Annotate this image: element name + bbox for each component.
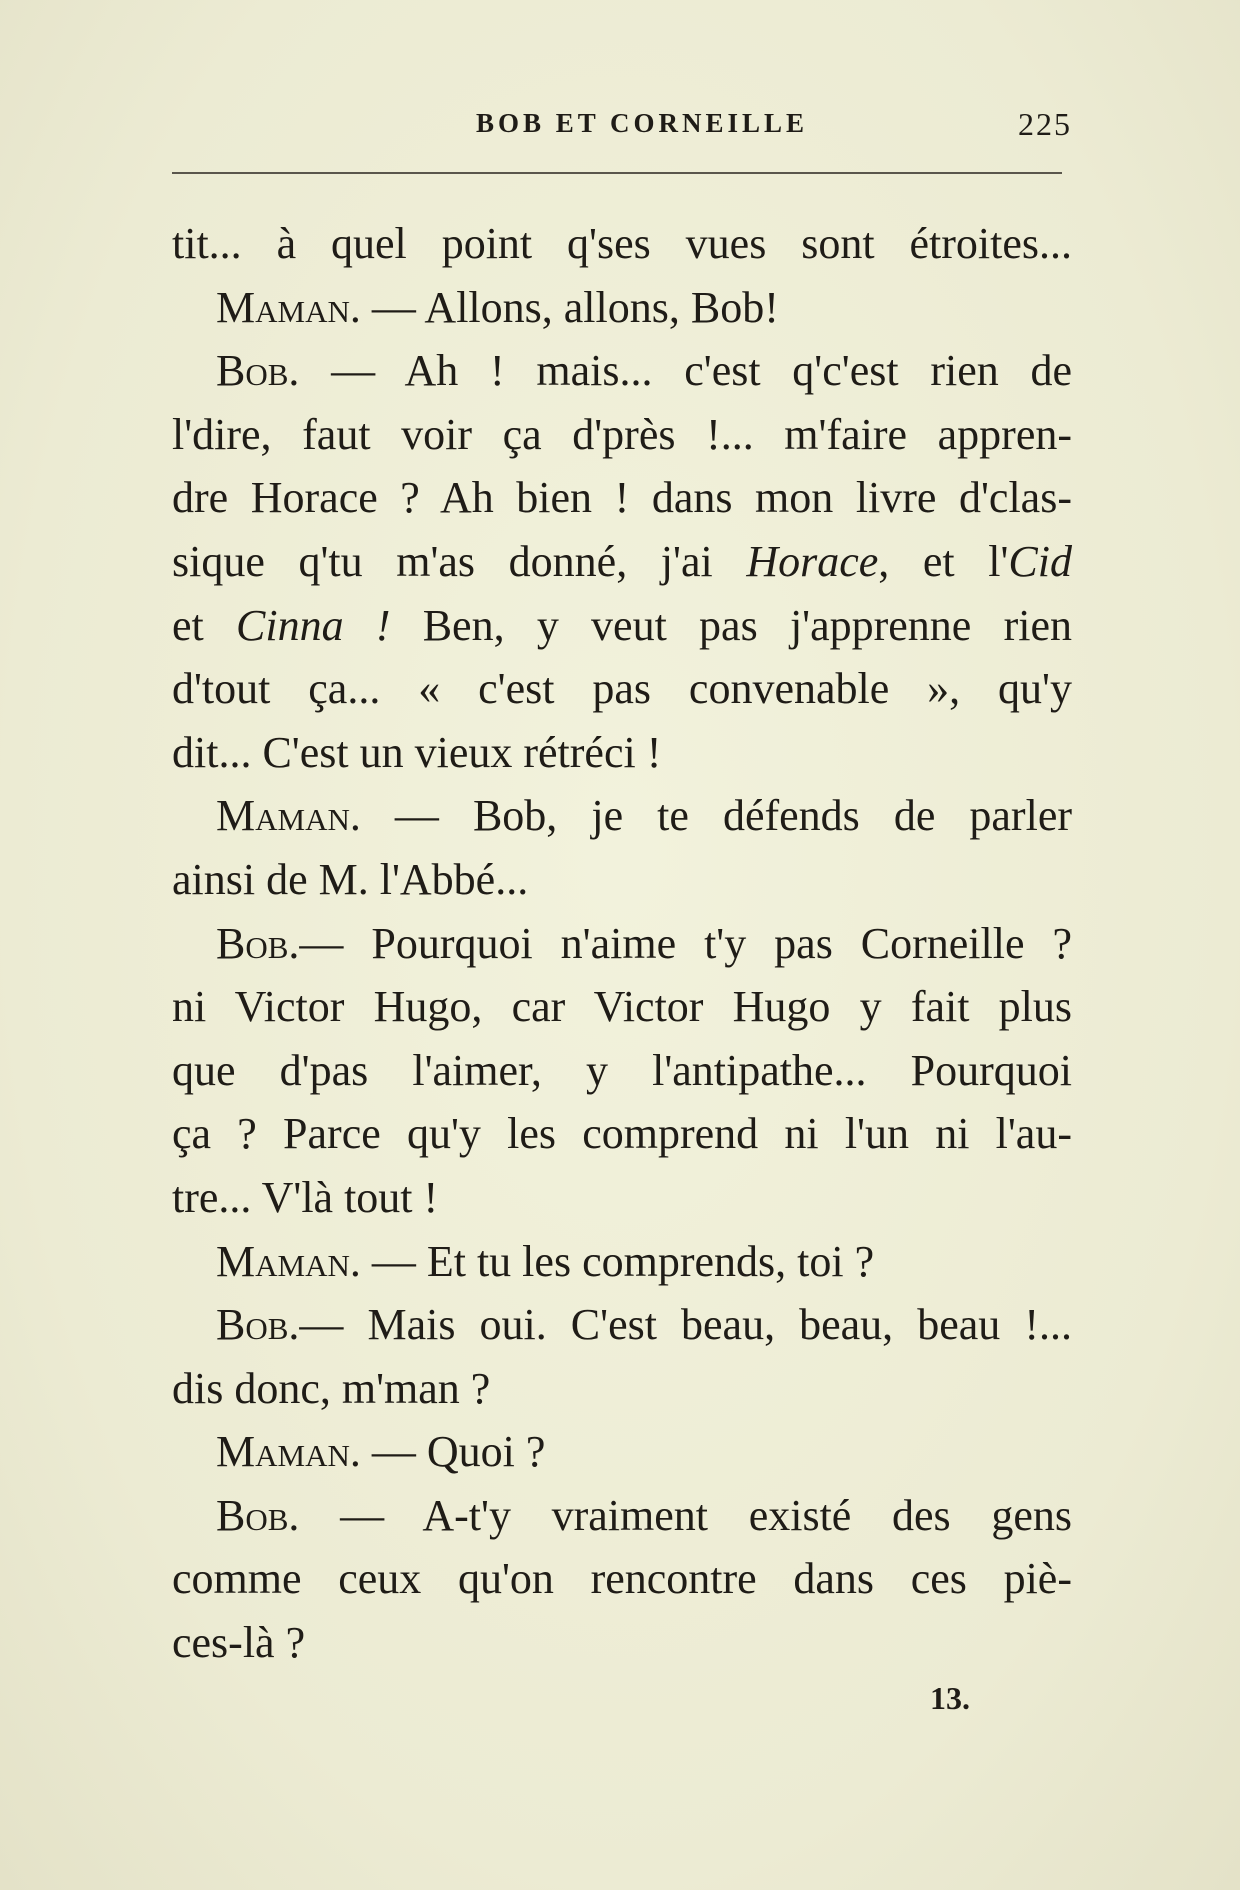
text-line-17: Maman. — Et tu les comprends, toi ?	[216, 1236, 875, 1286]
signature-mark: 13.	[930, 1680, 970, 1716]
header-rule	[172, 172, 1062, 174]
text-line-20: Maman. — Quoi ?	[216, 1427, 546, 1477]
text-line-7: et Cinna ! Ben, y veut pas j'apprenne rien	[172, 600, 1072, 650]
speaker-bob: Bob.	[216, 1490, 300, 1540]
running-head	[172, 108, 1072, 164]
text-line-9: dit... C'est un vieux rétréci !	[172, 727, 662, 777]
text-line-4: l'dire, faut voir ça d'près !... m'faire appren-	[172, 409, 1072, 459]
title-cinna: Cinna !	[236, 600, 391, 650]
text-line-2: Maman. — Allons, allons, Bob!	[216, 282, 779, 332]
text-line-19: dis donc, m'man ?	[172, 1363, 491, 1413]
text-line-22: comme ceux qu'on rencontre dans ces piè-	[172, 1554, 1072, 1604]
speaker-maman: Maman.	[216, 1427, 361, 1477]
title-cid: Cid	[1008, 536, 1072, 586]
text-line-1: tit... à quel point q'ses vues sont étroites...	[172, 219, 1072, 268]
text-line-13: ni Victor Hugo, car Victor Hugo y fait plus	[172, 982, 1072, 1032]
speaker-bob: Bob.	[216, 918, 300, 968]
speaker-maman: Maman.	[216, 791, 361, 841]
text-line-14: que d'pas l'aimer, y l'antipathe... Pourquoi	[172, 1045, 1072, 1095]
title-horace: Horace	[746, 536, 879, 586]
text-line-23: ces-là ?	[172, 1618, 306, 1668]
text-line-16: tre... V'là tout !	[172, 1172, 439, 1222]
text-line-10: Maman. — Bob, je te défends de parler	[216, 791, 1072, 841]
running-title: BOB ET CORNEILLE	[475, 108, 809, 138]
text-line-6: sique q'tu m'as donné, j'ai Horace, et l'Cid	[172, 536, 1072, 586]
text-line-18: Bob.— Mais oui. C'est beau, beau, beau !...	[216, 1300, 1072, 1350]
text-line-5: dre Horace ? Ah bien ! dans mon livre d'clas-	[172, 473, 1072, 523]
text-line-3: Bob. — Ah ! mais... c'est q'c'est rien de	[216, 346, 1072, 396]
text-line-11: ainsi de M. l'Abbé...	[172, 854, 529, 904]
speaker-bob: Bob.	[216, 1300, 300, 1350]
page-number: 225	[1018, 106, 1072, 142]
body-text	[172, 212, 1072, 1675]
speaker-bob: Bob.	[216, 346, 300, 396]
text-line-8: d'tout ça... « c'est pas convenable », qu'y	[172, 664, 1072, 714]
text-line-15: ça ? Parce qu'y les comprend ni l'un ni l'au-	[172, 1109, 1072, 1159]
text-line-12: Bob.— Pourquoi n'aime t'y pas Corneille ?	[216, 918, 1072, 968]
speaker-maman: Maman.	[216, 1236, 361, 1286]
speaker-maman: Maman.	[216, 282, 361, 332]
text-line-21: Bob. — A-t'y vraiment existé des gens	[216, 1490, 1072, 1540]
